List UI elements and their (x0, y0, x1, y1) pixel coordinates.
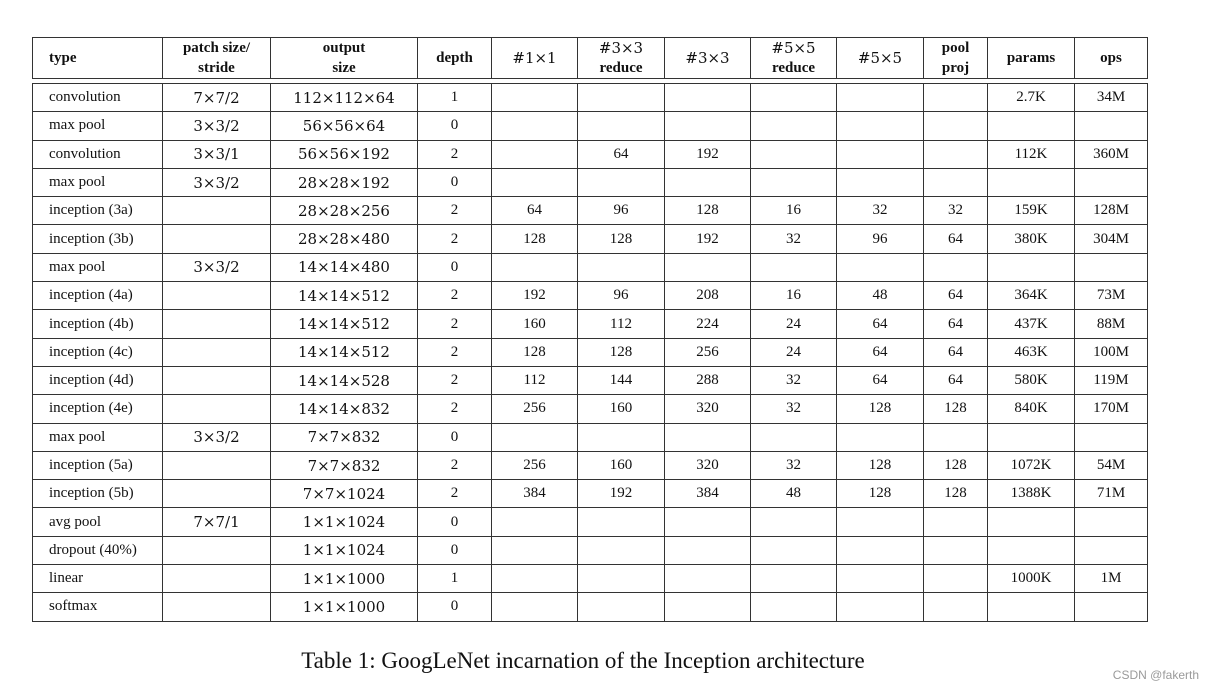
cell-n3x3 (665, 254, 751, 282)
cell-patch (163, 197, 271, 225)
cell-type: softmax (32, 593, 163, 621)
table-row (32, 367, 1148, 395)
cell-n3x3r (578, 593, 665, 621)
cell-depth: 1 (418, 565, 492, 593)
cell-n1x1 (492, 141, 578, 169)
cell-depth: 1 (418, 83, 492, 112)
header-n5x5-line: #5×5 (857, 49, 903, 67)
table-row (32, 169, 1148, 197)
cell-n3x3r: 96 (578, 282, 665, 310)
cell-type: max pool (32, 112, 163, 140)
cell-ops: 88M (1075, 310, 1148, 338)
cell-n1x1: 160 (492, 310, 578, 338)
header-output-line: size (332, 60, 356, 76)
cell-n3x3 (665, 565, 751, 593)
cell-pool: 64 (924, 339, 988, 367)
cell-n5x5r (751, 169, 837, 197)
cell-params (988, 593, 1075, 621)
cell-type: avg pool (32, 508, 163, 536)
cell-n5x5: 128 (837, 452, 924, 480)
cell-n5x5: 128 (837, 395, 924, 423)
cell-ops: 360M (1075, 141, 1148, 169)
cell-n5x5r (751, 112, 837, 140)
cell-type: max pool (32, 424, 163, 452)
cell-depth: 0 (418, 508, 492, 536)
header-params-line: params (1006, 50, 1056, 66)
header-n1x1-line: #1×1 (512, 49, 557, 67)
cell-n3x3: 384 (665, 480, 751, 508)
cell-params: 380K (988, 225, 1075, 253)
cell-n3x3r (578, 537, 665, 565)
cell-patch: 7×7/2 (163, 83, 271, 112)
table-row (32, 112, 1148, 140)
cell-n3x3: 224 (665, 310, 751, 338)
cell-output: 28×28×256 (271, 197, 418, 225)
cell-params (988, 254, 1075, 282)
cell-type: inception (4c) (32, 339, 163, 367)
cell-params: 2.7K (988, 83, 1075, 112)
header-patch-line: stride (198, 60, 235, 76)
cell-params (988, 508, 1075, 536)
cell-n3x3: 288 (665, 367, 751, 395)
cell-output: 14×14×480 (271, 254, 418, 282)
cell-n5x5r (751, 83, 837, 112)
table-row (32, 254, 1148, 282)
cell-n1x1: 128 (492, 339, 578, 367)
cell-n1x1 (492, 593, 578, 621)
cell-n3x3r (578, 254, 665, 282)
cell-n1x1 (492, 112, 578, 140)
cell-params (988, 112, 1075, 140)
cell-n1x1 (492, 508, 578, 536)
cell-type: convolution (32, 83, 163, 112)
cell-type: inception (4e) (32, 395, 163, 423)
cell-n5x5 (837, 141, 924, 169)
header-n3x3r (578, 37, 665, 79)
cell-pool: 64 (924, 367, 988, 395)
cell-ops: 100M (1075, 339, 1148, 367)
cell-n5x5r: 32 (751, 367, 837, 395)
table-row (32, 310, 1148, 338)
table-row (32, 141, 1148, 169)
cell-output: 14×14×512 (271, 310, 418, 338)
cell-depth: 2 (418, 339, 492, 367)
cell-params (988, 424, 1075, 452)
cell-output: 28×28×192 (271, 169, 418, 197)
cell-patch (163, 395, 271, 423)
cell-depth: 2 (418, 225, 492, 253)
cell-patch: 3×3/2 (163, 424, 271, 452)
cell-n3x3r (578, 565, 665, 593)
cell-n5x5: 64 (837, 367, 924, 395)
header-ops (1075, 37, 1148, 79)
cell-n3x3 (665, 424, 751, 452)
header-n5x5 (837, 37, 924, 79)
cell-n5x5: 96 (837, 225, 924, 253)
cell-n5x5r: 32 (751, 395, 837, 423)
cell-ops (1075, 593, 1148, 621)
cell-pool: 128 (924, 452, 988, 480)
table-caption: Table 1: GoogLeNet incarnation of the Inception architecture (301, 648, 865, 673)
header-n3x3r-line: reduce (599, 60, 643, 76)
watermark: CSDN @fakerth (1112, 668, 1199, 682)
cell-type: inception (4b) (32, 310, 163, 338)
cell-pool (924, 169, 988, 197)
header-n1x1 (492, 37, 578, 79)
header-n3x3-line: #3×3 (685, 49, 730, 67)
header-output (271, 37, 418, 79)
cell-type: inception (3b) (32, 225, 163, 253)
table-row (32, 83, 1148, 112)
cell-n3x3 (665, 537, 751, 565)
cell-params: 463K (988, 339, 1075, 367)
cell-n1x1 (492, 254, 578, 282)
header-depth-line: depth (436, 50, 473, 66)
header-row (32, 37, 1148, 79)
cell-patch: 3×3/1 (163, 141, 271, 169)
table-row (32, 197, 1148, 225)
cell-n5x5 (837, 537, 924, 565)
cell-n5x5 (837, 508, 924, 536)
cell-output: 56×56×192 (271, 141, 418, 169)
cell-output: 112×112×64 (271, 83, 418, 112)
header-pool-line: pool (941, 40, 970, 56)
table-row (32, 339, 1148, 367)
cell-type: inception (5b) (32, 480, 163, 508)
cell-n5x5 (837, 424, 924, 452)
cell-type: inception (4d) (32, 367, 163, 395)
cell-depth: 2 (418, 367, 492, 395)
cell-pool: 64 (924, 225, 988, 253)
cell-ops: 54M (1075, 452, 1148, 480)
cell-ops: 1M (1075, 565, 1148, 593)
cell-ops (1075, 112, 1148, 140)
cell-n3x3r: 192 (578, 480, 665, 508)
header-ops-line: ops (1100, 50, 1122, 66)
cell-params: 1000K (988, 565, 1075, 593)
cell-n5x5: 64 (837, 310, 924, 338)
header-params (988, 37, 1075, 79)
header-n3x3 (665, 37, 751, 79)
cell-ops (1075, 537, 1148, 565)
cell-output: 14×14×528 (271, 367, 418, 395)
cell-output: 14×14×832 (271, 395, 418, 423)
cell-n1x1: 64 (492, 197, 578, 225)
table-row (32, 565, 1148, 593)
cell-n5x5: 64 (837, 339, 924, 367)
cell-params: 364K (988, 282, 1075, 310)
cell-n3x3r: 128 (578, 225, 665, 253)
cell-params: 159K (988, 197, 1075, 225)
cell-depth: 2 (418, 197, 492, 225)
cell-n3x3 (665, 508, 751, 536)
cell-n3x3r: 64 (578, 141, 665, 169)
cell-pool (924, 593, 988, 621)
cell-params: 1072K (988, 452, 1075, 480)
cell-n3x3: 128 (665, 197, 751, 225)
cell-n3x3 (665, 83, 751, 112)
cell-n5x5r (751, 537, 837, 565)
cell-params: 437K (988, 310, 1075, 338)
cell-ops: 119M (1075, 367, 1148, 395)
cell-params: 840K (988, 395, 1075, 423)
cell-depth: 0 (418, 112, 492, 140)
header-n5x5r (751, 37, 837, 79)
cell-type: max pool (32, 169, 163, 197)
cell-patch (163, 225, 271, 253)
cell-n5x5: 48 (837, 282, 924, 310)
cell-n5x5r (751, 508, 837, 536)
cell-n1x1 (492, 565, 578, 593)
cell-type: inception (3a) (32, 197, 163, 225)
cell-n3x3: 256 (665, 339, 751, 367)
cell-n3x3r: 160 (578, 395, 665, 423)
cell-ops (1075, 254, 1148, 282)
cell-n3x3r: 160 (578, 452, 665, 480)
cell-pool (924, 508, 988, 536)
cell-n5x5r: 32 (751, 452, 837, 480)
header-type-line: type (49, 50, 77, 66)
cell-ops: 34M (1075, 83, 1148, 112)
cell-n5x5r (751, 593, 837, 621)
cell-output: 56×56×64 (271, 112, 418, 140)
cell-n3x3r (578, 112, 665, 140)
cell-patch (163, 593, 271, 621)
cell-patch (163, 367, 271, 395)
cell-n3x3: 320 (665, 452, 751, 480)
cell-n1x1: 128 (492, 225, 578, 253)
cell-depth: 0 (418, 537, 492, 565)
cell-ops: 73M (1075, 282, 1148, 310)
cell-n5x5r: 16 (751, 197, 837, 225)
cell-n5x5 (837, 112, 924, 140)
cell-patch (163, 282, 271, 310)
cell-depth: 2 (418, 310, 492, 338)
cell-output: 1×1×1024 (271, 508, 418, 536)
cell-n3x3r: 128 (578, 339, 665, 367)
cell-patch: 7×7/1 (163, 508, 271, 536)
cell-ops: 170M (1075, 395, 1148, 423)
cell-n5x5r: 16 (751, 282, 837, 310)
cell-n3x3 (665, 169, 751, 197)
header-pool-line: proj (941, 60, 970, 76)
cell-n5x5: 128 (837, 480, 924, 508)
cell-n5x5r: 24 (751, 310, 837, 338)
cell-output: 1×1×1000 (271, 593, 418, 621)
architecture-table (32, 37, 1148, 622)
cell-output: 28×28×480 (271, 225, 418, 253)
cell-n1x1: 256 (492, 452, 578, 480)
cell-params: 580K (988, 367, 1075, 395)
cell-n3x3 (665, 112, 751, 140)
header-patch-line: patch size/ (182, 40, 251, 56)
cell-n1x1 (492, 424, 578, 452)
header-n5x5r-line: #5×5 (771, 39, 816, 57)
table-body (32, 79, 1148, 622)
cell-n3x3r: 144 (578, 367, 665, 395)
table-header (32, 37, 1148, 79)
table-row (32, 480, 1148, 508)
cell-params (988, 537, 1075, 565)
cell-n1x1: 256 (492, 395, 578, 423)
cell-n5x5 (837, 593, 924, 621)
cell-patch: 3×3/2 (163, 254, 271, 282)
cell-n5x5 (837, 565, 924, 593)
cell-n5x5 (837, 254, 924, 282)
cell-type: inception (5a) (32, 452, 163, 480)
cell-output: 1×1×1000 (271, 565, 418, 593)
cell-pool (924, 565, 988, 593)
cell-ops: 304M (1075, 225, 1148, 253)
cell-patch (163, 537, 271, 565)
cell-n1x1: 192 (492, 282, 578, 310)
cell-n1x1 (492, 537, 578, 565)
cell-depth: 2 (418, 282, 492, 310)
cell-n3x3 (665, 593, 751, 621)
cell-pool (924, 537, 988, 565)
cell-n3x3: 320 (665, 395, 751, 423)
cell-n3x3: 192 (665, 141, 751, 169)
cell-depth: 2 (418, 395, 492, 423)
cell-pool (924, 424, 988, 452)
cell-output: 1×1×1024 (271, 537, 418, 565)
cell-pool (924, 83, 988, 112)
cell-depth: 0 (418, 424, 492, 452)
cell-depth: 0 (418, 169, 492, 197)
cell-type: dropout (40%) (32, 537, 163, 565)
cell-ops (1075, 169, 1148, 197)
cell-output: 14×14×512 (271, 282, 418, 310)
cell-pool (924, 112, 988, 140)
cell-n5x5r (751, 565, 837, 593)
cell-patch: 3×3/2 (163, 112, 271, 140)
cell-ops: 128M (1075, 197, 1148, 225)
cell-n3x3r (578, 508, 665, 536)
cell-ops (1075, 508, 1148, 536)
cell-pool: 64 (924, 310, 988, 338)
cell-type: linear (32, 565, 163, 593)
header-pool (924, 37, 988, 79)
cell-pool: 64 (924, 282, 988, 310)
header-depth (418, 37, 492, 79)
cell-n3x3r (578, 424, 665, 452)
cell-pool: 32 (924, 197, 988, 225)
table-row (32, 593, 1148, 621)
cell-n3x3r (578, 83, 665, 112)
cell-n1x1 (492, 83, 578, 112)
header-output-line: output (322, 40, 366, 56)
header-n3x3r-line: #3×3 (598, 39, 644, 57)
header-type (32, 37, 163, 79)
cell-n5x5r: 24 (751, 339, 837, 367)
cell-patch (163, 310, 271, 338)
table-row (32, 282, 1148, 310)
cell-patch: 3×3/2 (163, 169, 271, 197)
cell-n3x3: 192 (665, 225, 751, 253)
cell-patch (163, 452, 271, 480)
cell-patch (163, 339, 271, 367)
cell-n5x5r (751, 424, 837, 452)
table-row (32, 452, 1148, 480)
cell-n1x1 (492, 169, 578, 197)
cell-depth: 2 (418, 452, 492, 480)
cell-params: 112K (988, 141, 1075, 169)
cell-pool: 128 (924, 395, 988, 423)
cell-ops (1075, 424, 1148, 452)
cell-n5x5r: 48 (751, 480, 837, 508)
cell-depth: 2 (418, 141, 492, 169)
cell-n5x5r (751, 254, 837, 282)
cell-n1x1: 384 (492, 480, 578, 508)
cell-type: max pool (32, 254, 163, 282)
cell-params: 1388K (988, 480, 1075, 508)
cell-patch (163, 565, 271, 593)
table-row (32, 537, 1148, 565)
cell-params (988, 169, 1075, 197)
table-row (32, 508, 1148, 536)
cell-n5x5: 32 (837, 197, 924, 225)
cell-n3x3r: 96 (578, 197, 665, 225)
cell-pool (924, 254, 988, 282)
cell-n1x1: 112 (492, 367, 578, 395)
cell-n5x5 (837, 169, 924, 197)
cell-output: 7×7×1024 (271, 480, 418, 508)
table-row (32, 225, 1148, 253)
cell-depth: 0 (418, 254, 492, 282)
table-row (32, 395, 1148, 423)
cell-n3x3r (578, 169, 665, 197)
cell-type: inception (4a) (32, 282, 163, 310)
cell-ops: 71M (1075, 480, 1148, 508)
cell-n5x5r: 32 (751, 225, 837, 253)
cell-pool (924, 141, 988, 169)
cell-depth: 2 (418, 480, 492, 508)
table-row (32, 424, 1148, 452)
cell-patch (163, 480, 271, 508)
cell-output: 7×7×832 (271, 452, 418, 480)
cell-n3x3: 208 (665, 282, 751, 310)
header-n5x5r-line: reduce (771, 60, 816, 76)
header-patch (163, 37, 271, 79)
cell-output: 7×7×832 (271, 424, 418, 452)
cell-n5x5 (837, 83, 924, 112)
cell-depth: 0 (418, 593, 492, 621)
cell-type: convolution (32, 141, 163, 169)
cell-output: 14×14×512 (271, 339, 418, 367)
cell-n5x5r (751, 141, 837, 169)
cell-n3x3r: 112 (578, 310, 665, 338)
cell-pool: 128 (924, 480, 988, 508)
